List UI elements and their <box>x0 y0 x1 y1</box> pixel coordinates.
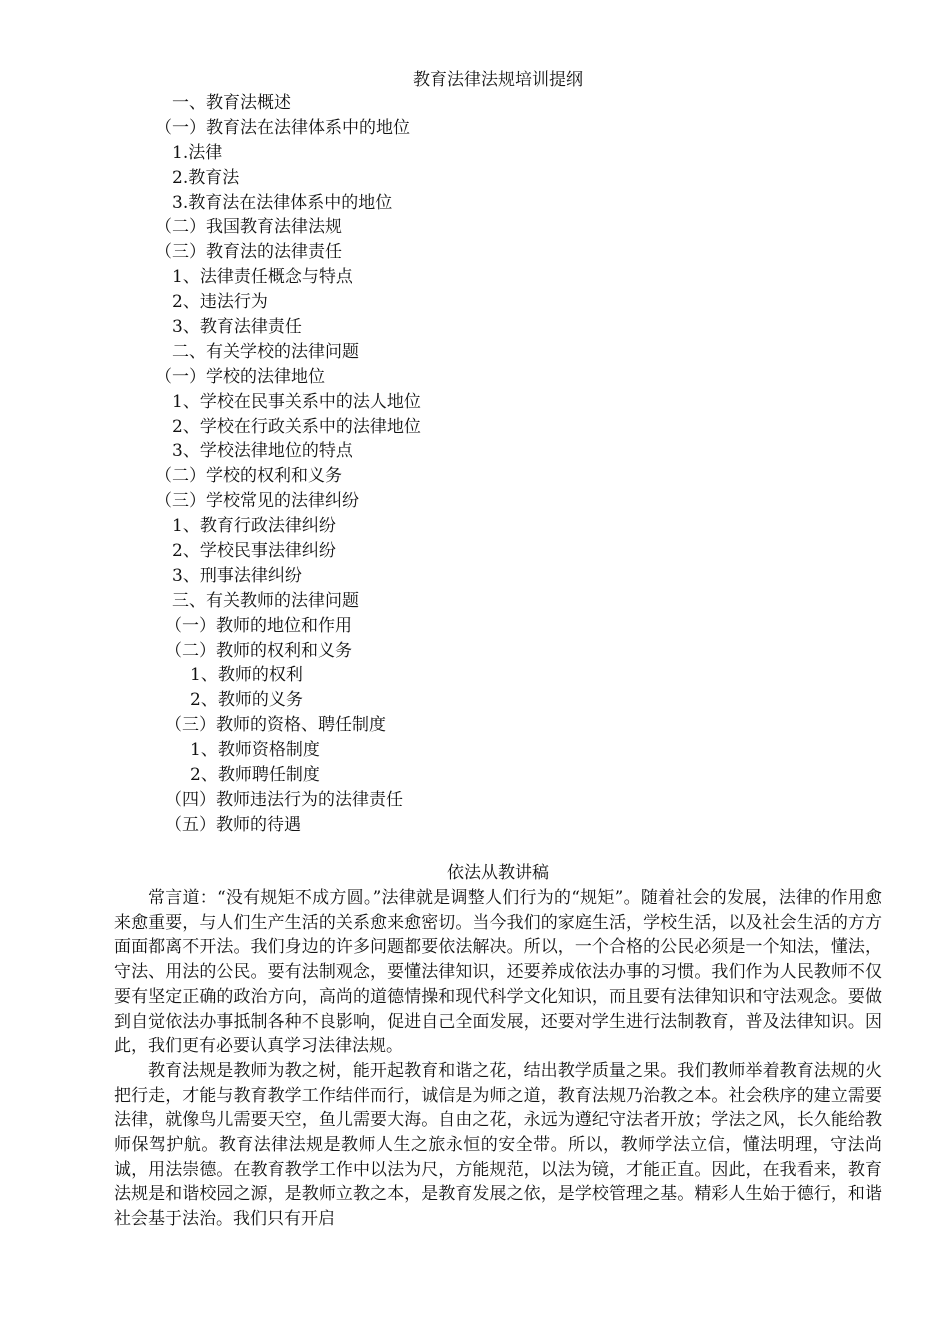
outline-item: （二）我国教育法律法规 <box>155 217 342 238</box>
outline-item: 1、学校在民事关系中的法人地位 <box>172 391 421 412</box>
outline-item: 2、违法行为 <box>172 292 268 313</box>
outline-item: （二）教师的权利和义务 <box>165 640 352 661</box>
outline-list <box>0 91 950 838</box>
speech-paragraph: 常言道：“没有规矩不成方圆。”法律就是调整人们行为的“规矩”。随着社会的发展，法律的作用愈来愈重要，与人们生产生活的关系愈来愈密切。当今我们的家庭生活，学校生活，以及社会生活的方方面面都离不开法。我们身边的许多问题都要依法解决。所以，一个合格的公民必须是一个知法，懂法，守法、用法的公民。要有法制观念，要懂法律知识，还要养成依法办事的习惯。我们作为人民教师不仅要有坚定正确的政治方向，高尚的道德情操和现代科学文化知识，而且要有法律知识和守法观念。要做到自觉依法办事抵制各种不良影响，促进自己全面发展，还要对学生进行法制教育，普及法律知识。因此，我们更有必要认真学习法律法规。 <box>114 888 882 1057</box>
outline-item: 三、有关教师的法律问题 <box>172 590 359 611</box>
outline-item: 一、教育法概述 <box>172 93 291 113</box>
outline-item: 2.教育法 <box>172 167 240 188</box>
outline-item: （四）教师违法行为的法律责任 <box>165 789 403 810</box>
outline-item: 2、学校民事法律纠纷 <box>172 541 336 562</box>
outline-item: （一）教育法在法律体系中的地位 <box>155 117 410 138</box>
outline-item: （一）学校的法律地位 <box>155 366 325 387</box>
outline-item: 1、教师的权利 <box>190 665 303 686</box>
outline-item: 2、教师聘任制度 <box>190 765 320 786</box>
outline-item: （五）教师的待遇 <box>165 814 301 835</box>
outline-item: 1.法律 <box>172 142 223 163</box>
outline-item: （三）教师的资格、聘任制度 <box>165 715 386 736</box>
outline-item: 3.教育法在法律体系中的地位 <box>172 192 393 213</box>
speech-body <box>114 886 882 1232</box>
outline-item: 2、学校在行政关系中的法律地位 <box>172 416 421 437</box>
outline-item: 2、教师的义务 <box>190 690 303 711</box>
outline-item: 3、学校法律地位的特点 <box>172 441 353 462</box>
speech-title: 依法从教讲稿 <box>447 863 549 883</box>
outline-item: （三）学校常见的法律纠纷 <box>155 491 359 512</box>
outline-item: 3、刑事法律纠纷 <box>172 565 302 586</box>
outline-item: 1、教师资格制度 <box>190 740 320 761</box>
outline-item: （一）教师的地位和作用 <box>165 615 352 636</box>
outline-item: （二）学校的权利和义务 <box>155 466 342 487</box>
outline-item: 1、法律责任概念与特点 <box>172 267 353 288</box>
outline-item: （三）教育法的法律责任 <box>155 242 342 263</box>
outline-item: 1、教育行政法律纠纷 <box>172 516 336 537</box>
speech-paragraph: 教育法规是教师为教之树，能开起教育和谐之花，结出教学质量之果。我们教师举着教育法规的火把行走，才能与教育教学工作结伴而行，诚信是为师之道，教育法规乃治教之本。社会秩序的建立需要法律，就像鸟儿需要天空，鱼儿需要大海。自由之花，永远为遵纪守法者开放；学法之风，长久能给教师保驾护航。教育法律法规是教师人生之旅永恒的安全带。所以，教师学法立信，懂法明理，守法尚诚，用法崇德。在教育教学工作中以法为尺，方能规范，以法为镜，才能正直。因此，在我看来，教育法规是和谐校园之源，是教师立教之本，是教育发展之依，是学校管理之基。精彩人生始于德行，和谐社会基于法治。我们只有开启 <box>114 1060 882 1230</box>
outline-item: 3、教育法律责任 <box>172 317 302 338</box>
outline-title: 教育法律法规培训提纲 <box>413 70 583 90</box>
outline-item: 二、有关学校的法律问题 <box>172 341 359 362</box>
